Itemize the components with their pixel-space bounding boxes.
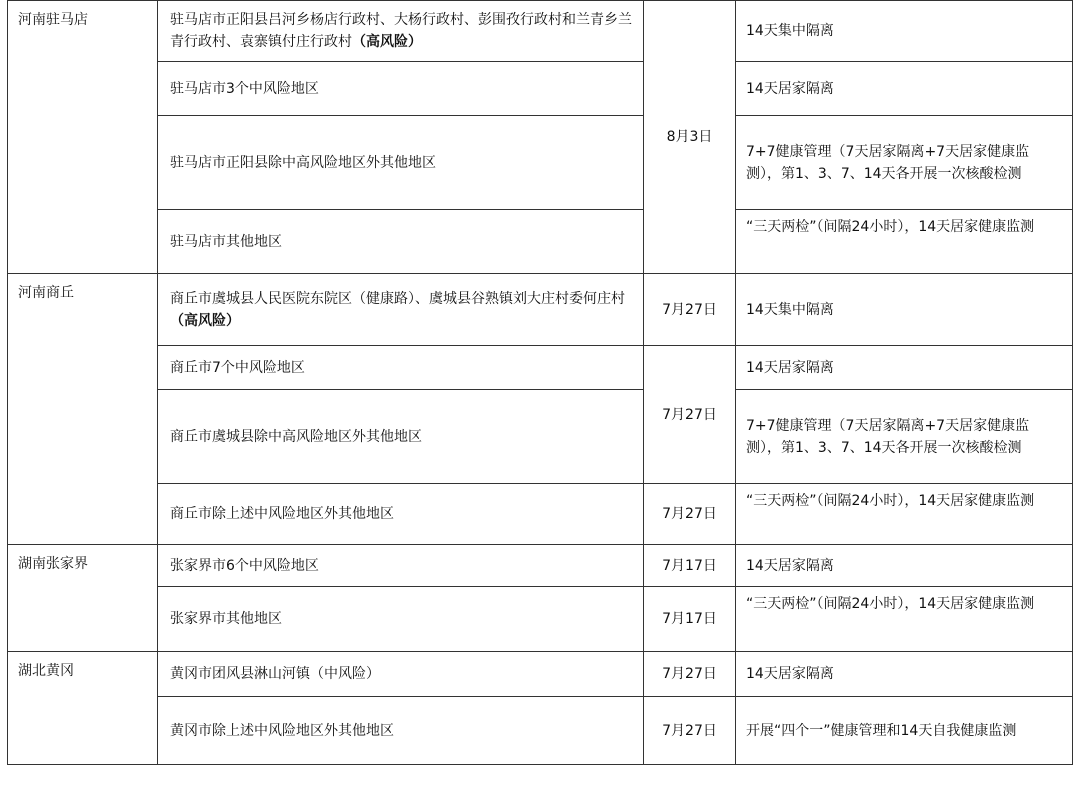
quarantine-policy-table — [7, 0, 1073, 765]
measure-cell: 7+7健康管理（7天居家隔离+7天居家健康监测），第1、3、7、14天各开展一次核酸检测 — [736, 116, 1073, 210]
table-row — [8, 116, 1073, 210]
measure-cell: 14天集中隔离 — [736, 274, 1073, 346]
risk-level-tag: （高风险） — [352, 34, 422, 50]
area-cell — [158, 1, 644, 62]
measure-cell: 14天居家隔离 — [736, 346, 1073, 390]
region-cell: 湖北黄冈 — [8, 652, 158, 765]
region-cell: 河南商丘 — [8, 274, 158, 545]
table-row — [8, 484, 1073, 545]
area-text: 商丘市虞城县人民医院东院区（健康路）、虞城县谷熟镇刘大庄村委何庄村 — [170, 290, 625, 307]
date-cell: 7月27日 — [644, 697, 736, 765]
area-cell: 张家界市6个中风险地区 — [158, 545, 644, 587]
measure-cell: 14天居家隔离 — [736, 652, 1073, 697]
table-row — [8, 545, 1073, 587]
area-cell — [158, 274, 644, 346]
table-row — [8, 62, 1073, 116]
measure-cell: 14天居家隔离 — [736, 545, 1073, 587]
table-row — [8, 346, 1073, 390]
measure-cell: 14天居家隔离 — [736, 62, 1073, 116]
table-row — [8, 1, 1073, 62]
area-cell: 驻马店市其他地区 — [158, 210, 644, 274]
measure-cell: 开展“四个一”健康管理和14天自我健康监测 — [736, 697, 1073, 765]
table-row — [8, 210, 1073, 274]
measure-cell: 7+7健康管理（7天居家隔离+7天居家健康监测），第1、3、7、14天各开展一次核酸检测 — [736, 390, 1073, 484]
date-cell: 7月27日 — [644, 346, 736, 484]
area-text: 驻马店市正阳县吕河乡杨店行政村、大杨行政村、彭围孜行政村和兰青乡兰青行政村、袁寨镇付庄行政村 — [170, 12, 632, 50]
table-row — [8, 697, 1073, 765]
table-row — [8, 652, 1073, 697]
area-cell: 黄冈市除上述中风险地区外其他地区 — [158, 697, 644, 765]
region-cell: 河南驻马店 — [8, 1, 158, 274]
risk-level-tag: （高风险） — [170, 312, 240, 329]
region-cell: 湖南张家界 — [8, 545, 158, 652]
date-cell: 7月27日 — [644, 274, 736, 346]
area-cell: 商丘市虞城县除中高风险地区外其他地区 — [158, 390, 644, 484]
area-cell: 驻马店市正阳县除中高风险地区外其他地区 — [158, 116, 644, 210]
measure-cell: “三天两检”（间隔24小时），14天居家健康监测 — [736, 484, 1073, 545]
measure-cell: “三天两检”（间隔24小时），14天居家健康监测 — [736, 210, 1073, 274]
area-cell: 驻马店市3个中风险地区 — [158, 62, 644, 116]
area-cell: 黄冈市团风县淋山河镇（中风险） — [158, 652, 644, 697]
area-cell: 商丘市7个中风险地区 — [158, 346, 644, 390]
date-cell: 7月17日 — [644, 587, 736, 652]
table-row — [8, 274, 1073, 346]
date-cell: 7月17日 — [644, 545, 736, 587]
table-row — [8, 390, 1073, 484]
date-cell: 8月3日 — [644, 1, 736, 274]
table-row — [8, 587, 1073, 652]
measure-cell: “三天两检”（间隔24小时），14天居家健康监测 — [736, 587, 1073, 652]
measure-cell: 14天集中隔离 — [736, 1, 1073, 62]
date-cell: 7月27日 — [644, 652, 736, 697]
area-cell: 商丘市除上述中风险地区外其他地区 — [158, 484, 644, 545]
date-cell: 7月27日 — [644, 484, 736, 545]
area-cell: 张家界市其他地区 — [158, 587, 644, 652]
